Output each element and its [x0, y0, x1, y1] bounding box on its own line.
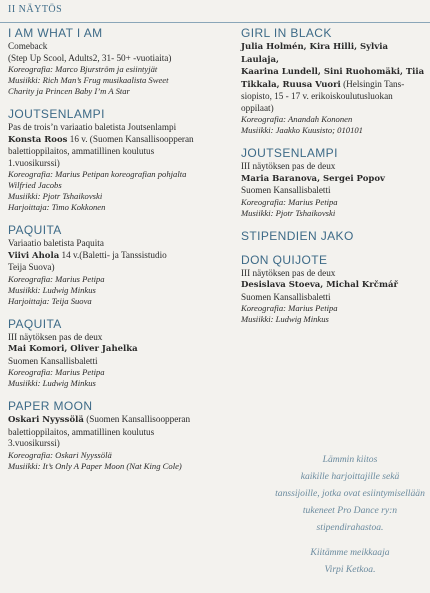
info-text: Comeback	[8, 41, 48, 51]
credit-line: Koreografia: Marco Bjurström ja esiintyjät	[8, 64, 158, 74]
right-column	[241, 26, 426, 335]
info-line	[8, 438, 233, 450]
info-text: 16 v. (Suomen Kansallisoopperan	[67, 133, 194, 144]
program-item-title: PAQUITA	[8, 316, 62, 331]
info-line	[241, 41, 426, 66]
performer-names: Konsta Roos	[8, 134, 68, 145]
info-line	[8, 262, 233, 274]
program-item-title: PAPER MOON	[8, 399, 93, 413]
credit-line: Musiikki: Ludwig Minkus	[8, 378, 96, 388]
thanks-line: Lämmin kiitos	[322, 454, 378, 465]
program-item-title: JOUTSENLAMPI	[8, 107, 105, 121]
info-text: (Helsingin Tans-	[340, 78, 405, 89]
info-line	[241, 268, 426, 280]
credit-line: Musiikki: Pjotr Tshaikovski	[8, 191, 103, 201]
performer-names: Kaarina Lundell, Sini Ruohomäki, Tiia	[241, 67, 425, 77]
credit-line: Harjoittaja: Teija Suova	[8, 295, 92, 306]
info-text: III näytöksen pas de deux	[241, 161, 336, 171]
credit-line: Musiikki: Jaakko Kuusisto; 010101	[241, 125, 363, 135]
section-header	[0, 0, 430, 23]
credit-line: Harjoittaja: Timo Kokkonen	[8, 202, 106, 212]
info-line	[241, 292, 426, 304]
info-line	[8, 53, 233, 65]
info-text: Pas de trois’n variaatio baletista Joutsenlampi	[8, 122, 177, 132]
info-text: III näytöksen pas de deux	[8, 331, 103, 342]
thanks-line: tanssijoille, jotka ovat esiintymisellään	[275, 488, 425, 499]
program-item	[8, 26, 233, 97]
program-item	[241, 146, 426, 219]
program-item-title: PAQUITA	[8, 223, 62, 237]
program-item	[241, 26, 426, 136]
info-text: III näytöksen pas de deux	[241, 267, 336, 278]
thanks-line: tukeneet Pro Dance ry:n	[302, 505, 398, 516]
info-line	[8, 41, 233, 53]
credit-line: Musiikki: It’s Only A Paper Moon (Nat King Cole)	[8, 460, 182, 471]
thanks-note	[275, 451, 425, 578]
info-text: 14 v.(Baletti- ja Tanssistudio	[59, 249, 167, 260]
info-text: Suomen Kansallisbaletti	[8, 355, 98, 366]
thanks-line: Virpi Ketkoa.	[324, 564, 376, 575]
info-text: Suomen Kansallisbaletti	[241, 291, 331, 302]
credit-line: Musiikki: Ludwig Minkus	[241, 314, 329, 324]
performer-names: Desislava Stoeva, Michal Krčmář	[241, 280, 398, 290]
info-line	[8, 343, 233, 356]
info-text: Teija Suova)	[8, 262, 55, 272]
credit-line: Wilfried Jacobs	[8, 180, 62, 190]
info-line	[8, 238, 233, 250]
info-line	[241, 103, 426, 115]
info-line	[241, 161, 426, 173]
performer-names: Julia Holmén, Kira Hilli, Sylvia Laulaja,	[241, 42, 388, 65]
performer-names: Tikkala, Ruusa Vuori	[241, 79, 341, 90]
program-item-title: JOUTSENLAMPI	[241, 146, 338, 160]
thanks-spacer	[275, 536, 425, 544]
info-line	[241, 79, 426, 92]
program-item-title: STIPENDIEN JAKO	[241, 228, 354, 243]
performer-names: Maria Baranova, Sergei Popov	[241, 173, 385, 184]
info-text: 3.vuosikurssi)	[8, 438, 60, 448]
credit-line: Koreografia: Marius Petipa	[8, 367, 105, 377]
info-line	[241, 279, 426, 292]
info-line	[8, 134, 233, 147]
info-text: 1.vuosikurssi)	[8, 157, 60, 168]
credit-line: Koreografia: Marius Petipa	[241, 196, 338, 207]
thanks-line: stipendirahastoa.	[316, 522, 384, 533]
info-text: balettioppilaitos, ammatillinen koulutus	[8, 146, 155, 156]
info-line	[241, 66, 426, 79]
info-line	[8, 356, 233, 368]
info-line	[8, 146, 233, 158]
performer-names: Oskari Nyyssölä	[8, 415, 84, 425]
program-item-title: GIRL IN BLACK	[241, 26, 332, 40]
left-column	[8, 26, 233, 482]
program-item-title: I AM WHAT I AM	[8, 26, 103, 40]
act-label: II NÄYTÖS	[8, 4, 63, 15]
info-text: siopisto, 15 - 17 v. erikoiskoulutusluokan	[241, 91, 393, 101]
info-text: balettioppilaitos, ammatillinen koulutus	[8, 426, 155, 437]
info-text: oppilaat)	[241, 102, 274, 113]
program-item	[8, 223, 233, 307]
info-text: (Suomen Kansallisoopperan	[83, 414, 191, 424]
info-line	[8, 414, 233, 427]
info-line	[8, 332, 233, 344]
info-line	[241, 91, 426, 103]
credit-line: Koreografia: Marius Petipa	[8, 273, 105, 284]
info-line	[241, 185, 426, 197]
credit-line: Charity ja Princen Baby I’m A Star	[8, 86, 130, 96]
thanks-line: Kiitämme meikkaaja	[310, 547, 390, 558]
info-line	[241, 173, 426, 186]
program-item-title: DON QUIJOTE	[241, 252, 328, 267]
info-line	[8, 158, 233, 170]
credit-line: Koreografia: Marius Petipa	[241, 303, 338, 313]
thanks-line: kaikille harjoittajille sekä	[300, 471, 400, 482]
info-text: (Step Up Scool, Adults2, 31- 50+ -vuotiaita)	[8, 52, 172, 63]
info-line	[8, 250, 233, 263]
credit-line: Musiikki: Ludwig Minkus	[8, 284, 96, 295]
info-text: Suomen Kansallisbaletti	[241, 185, 331, 195]
credit-line: Musiikki: Rich Man’s Frug musikaalista Sweet	[8, 75, 169, 85]
program-item	[241, 253, 426, 326]
credit-line: Koreografia: Oskari Nyyssölä	[8, 449, 112, 460]
program-item	[241, 229, 426, 243]
performer-names: Viivi Ahola	[8, 250, 60, 261]
credit-line: Koreografia: Anandah Kononen	[241, 114, 353, 124]
info-text: Variaatio baletista Paquita	[8, 238, 104, 248]
info-line	[8, 427, 233, 439]
info-line	[8, 122, 233, 134]
program-item	[8, 317, 233, 390]
program-item	[8, 399, 233, 472]
credit-line: Musiikki: Pjotr Tshaikovski	[241, 207, 336, 218]
program-item	[8, 107, 233, 213]
performer-names: Mai Komori, Oliver Jahelka	[8, 344, 138, 354]
credit-line: Koreografia: Marius Petipan koreografian pohjalta	[8, 169, 187, 179]
